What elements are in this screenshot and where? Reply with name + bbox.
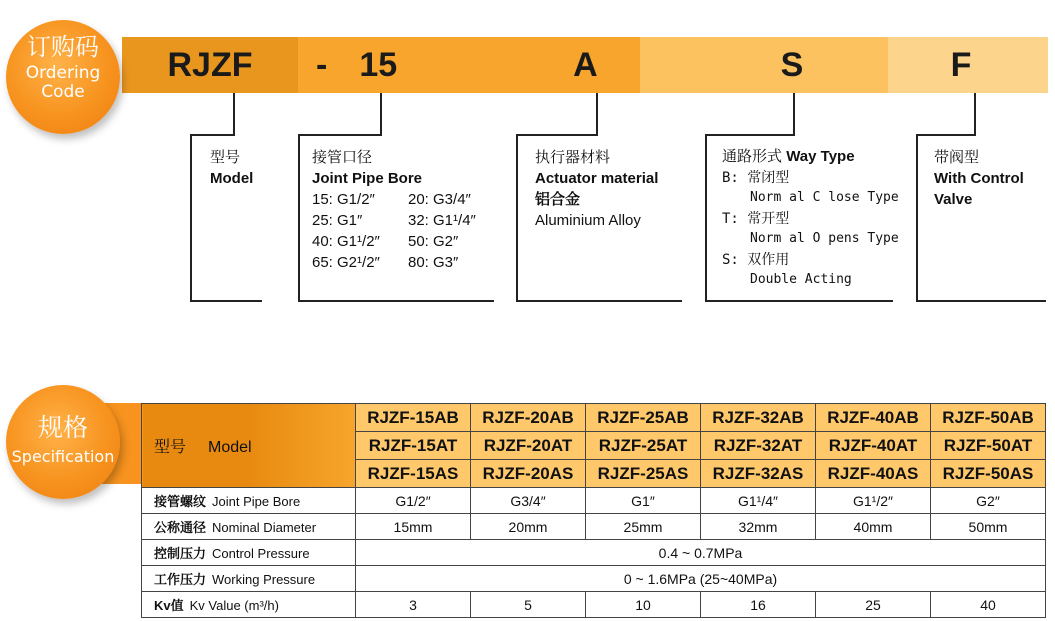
row-label-en: Control Pressure: [212, 546, 310, 561]
connector-model: [233, 93, 235, 135]
bore-option: 32: G1¹/4″: [408, 212, 476, 229]
model-header-cn: 型号: [154, 439, 187, 456]
bore-row: [312, 189, 492, 210]
spec-badge-en: Specification: [11, 447, 115, 466]
way-s-code: S:: [722, 251, 739, 268]
model-cell: RJZF-40AB: [816, 404, 931, 432]
legend-valve-en2: Valve: [934, 191, 973, 208]
code-model: RJZF: [167, 45, 253, 84]
value-cell: 15mm: [356, 514, 471, 540]
code-band-bore: [298, 37, 640, 93]
model-cell: RJZF-32AB: [701, 404, 816, 432]
model-cell: RJZF-40AT: [816, 432, 931, 460]
model-cell: RJZF-20AB: [471, 404, 586, 432]
model-cell: RJZF-15AT: [356, 432, 471, 460]
code-valve: F: [950, 45, 972, 84]
value-cell: 16: [701, 592, 816, 618]
way-t-en: Norm al O pens Type: [750, 231, 899, 246]
value-cell: G2″: [931, 488, 1046, 514]
value-cell: 0.4 ~ 0.7MPa: [356, 540, 1046, 566]
way-b-en: Norm al C lose Type: [750, 190, 899, 205]
model-header-en: Model: [208, 439, 252, 456]
model-cell: RJZF-15AS: [356, 460, 471, 488]
value-cell: G1/2″: [356, 488, 471, 514]
table-row: [142, 566, 1046, 592]
bore-option: 50: G2″: [408, 233, 459, 250]
code-band-model: [122, 37, 298, 93]
value-cell: 20mm: [471, 514, 586, 540]
bore-option: 80: G3″: [408, 254, 459, 271]
legend-bore-rows: [312, 189, 492, 273]
value-cell: G1″: [586, 488, 701, 514]
row-label: [142, 592, 356, 618]
model-cell: RJZF-50AS: [931, 460, 1046, 488]
code-bore: 15: [359, 45, 398, 84]
bore-option: 15: G1/2″: [312, 191, 375, 208]
row-label: [142, 514, 356, 540]
model-header-cell: [142, 404, 356, 488]
table-row: [142, 488, 1046, 514]
model-cell: RJZF-20AT: [471, 432, 586, 460]
model-cell: RJZF-25AB: [586, 404, 701, 432]
legend-actuator-cn: 执行器材料: [535, 149, 611, 166]
way-t-code: T:: [722, 210, 739, 227]
legend-model-cn: 型号: [210, 149, 241, 166]
model-cell: RJZF-32AS: [701, 460, 816, 488]
row-label-cn: 公称通径: [154, 520, 207, 535]
legend-bore-en: Joint Pipe Bore: [312, 170, 423, 187]
bore-option: 65: G2¹/2″: [312, 254, 380, 271]
model-cell: RJZF-40AS: [816, 460, 931, 488]
model-cell: RJZF-50AT: [931, 432, 1046, 460]
table-row: [142, 540, 1046, 566]
table-row: [142, 404, 1046, 432]
ordering-badge-cn: 订购码: [27, 33, 99, 61]
code-band-way: [640, 37, 888, 93]
table-row: [142, 514, 1046, 540]
bore-row: [312, 210, 492, 231]
model-cell: RJZF-32AT: [701, 432, 816, 460]
value-cell: 50mm: [931, 514, 1046, 540]
way-s-cn: 双作用: [747, 251, 790, 268]
connector-bore: [380, 93, 382, 135]
connector-actuator: [596, 93, 598, 135]
legend-valve-en1: With Control: [934, 170, 1024, 187]
code-dash: -: [316, 45, 328, 84]
way-s-en: Double Acting: [750, 272, 852, 287]
value-cell: 25: [816, 592, 931, 618]
row-label-en: Nominal Diameter: [212, 520, 317, 535]
row-label: [142, 488, 356, 514]
connector-way: [793, 93, 795, 135]
legend-actuator-cn2: 铝合金: [535, 191, 581, 208]
model-cell: RJZF-25AS: [586, 460, 701, 488]
value-cell: 40: [931, 592, 1046, 618]
spec-table: [141, 403, 1046, 618]
legend-bore: [312, 147, 492, 273]
bore-row: [312, 231, 492, 252]
model-cell: RJZF-15AB: [356, 404, 471, 432]
bore-option: 40: G1¹/2″: [312, 233, 380, 250]
row-label-cn: Kv值: [154, 598, 184, 613]
value-cell: G1¹/2″: [816, 488, 931, 514]
legend-bore-cn: 接管口径: [312, 149, 373, 166]
code-actuator: A: [573, 45, 598, 84]
row-label-en: Kv Value (m³/h): [189, 598, 279, 613]
row-label: [142, 566, 356, 592]
value-cell: 5: [471, 592, 586, 618]
legend-actuator: [535, 147, 658, 231]
row-label-cn: 工作压力: [154, 572, 207, 587]
way-b-code: B:: [722, 169, 739, 186]
ordering-badge-en2: Code: [41, 82, 85, 102]
way-t-cn: 常开型: [747, 210, 790, 227]
table-row: [142, 592, 1046, 618]
legend-model-en: Model: [210, 170, 254, 187]
ordering-badge-en1: Ordering: [25, 63, 101, 83]
legend-way: [722, 147, 899, 291]
bore-option: 25: G1″: [312, 212, 363, 229]
spec-badge-cn: 规格: [37, 413, 88, 442]
value-cell: 32mm: [701, 514, 816, 540]
value-cell: 0 ~ 1.6MPa (25~40MPa): [356, 566, 1046, 592]
code-way: S: [780, 45, 804, 84]
legend-way-en: Way Type: [786, 148, 855, 165]
model-cell: RJZF-20AS: [471, 460, 586, 488]
row-label-cn: 控制压力: [154, 546, 207, 561]
code-band-valve: [888, 37, 1048, 93]
row-label: [142, 540, 356, 566]
value-cell: 25mm: [586, 514, 701, 540]
legend-actuator-en: Actuator material: [535, 170, 659, 187]
row-label-en: Working Pressure: [212, 572, 316, 587]
model-cell: RJZF-50AB: [931, 404, 1046, 432]
specification-badge: [6, 385, 120, 499]
ordering-code-badge: [6, 20, 120, 134]
legend-actuator-en2: Aluminium Alloy: [535, 212, 641, 229]
value-cell: G1¹/4″: [701, 488, 816, 514]
bore-row: [312, 252, 492, 273]
legend-model: [210, 147, 253, 189]
legend-way-cn: 通路形式: [722, 148, 783, 165]
value-cell: 3: [356, 592, 471, 618]
value-cell: G3/4″: [471, 488, 586, 514]
model-cell: RJZF-25AT: [586, 432, 701, 460]
value-cell: 10: [586, 592, 701, 618]
row-label-en: Joint Pipe Bore: [212, 494, 301, 509]
row-label-cn: 接管螺纹: [154, 494, 207, 509]
value-cell: 40mm: [816, 514, 931, 540]
bore-option: 20: G3/4″: [408, 191, 471, 208]
legend-valve: [934, 147, 1024, 210]
connector-valve: [974, 93, 976, 135]
legend-valve-cn: 带阀型: [934, 149, 980, 166]
way-b-cn: 常闭型: [747, 169, 790, 186]
